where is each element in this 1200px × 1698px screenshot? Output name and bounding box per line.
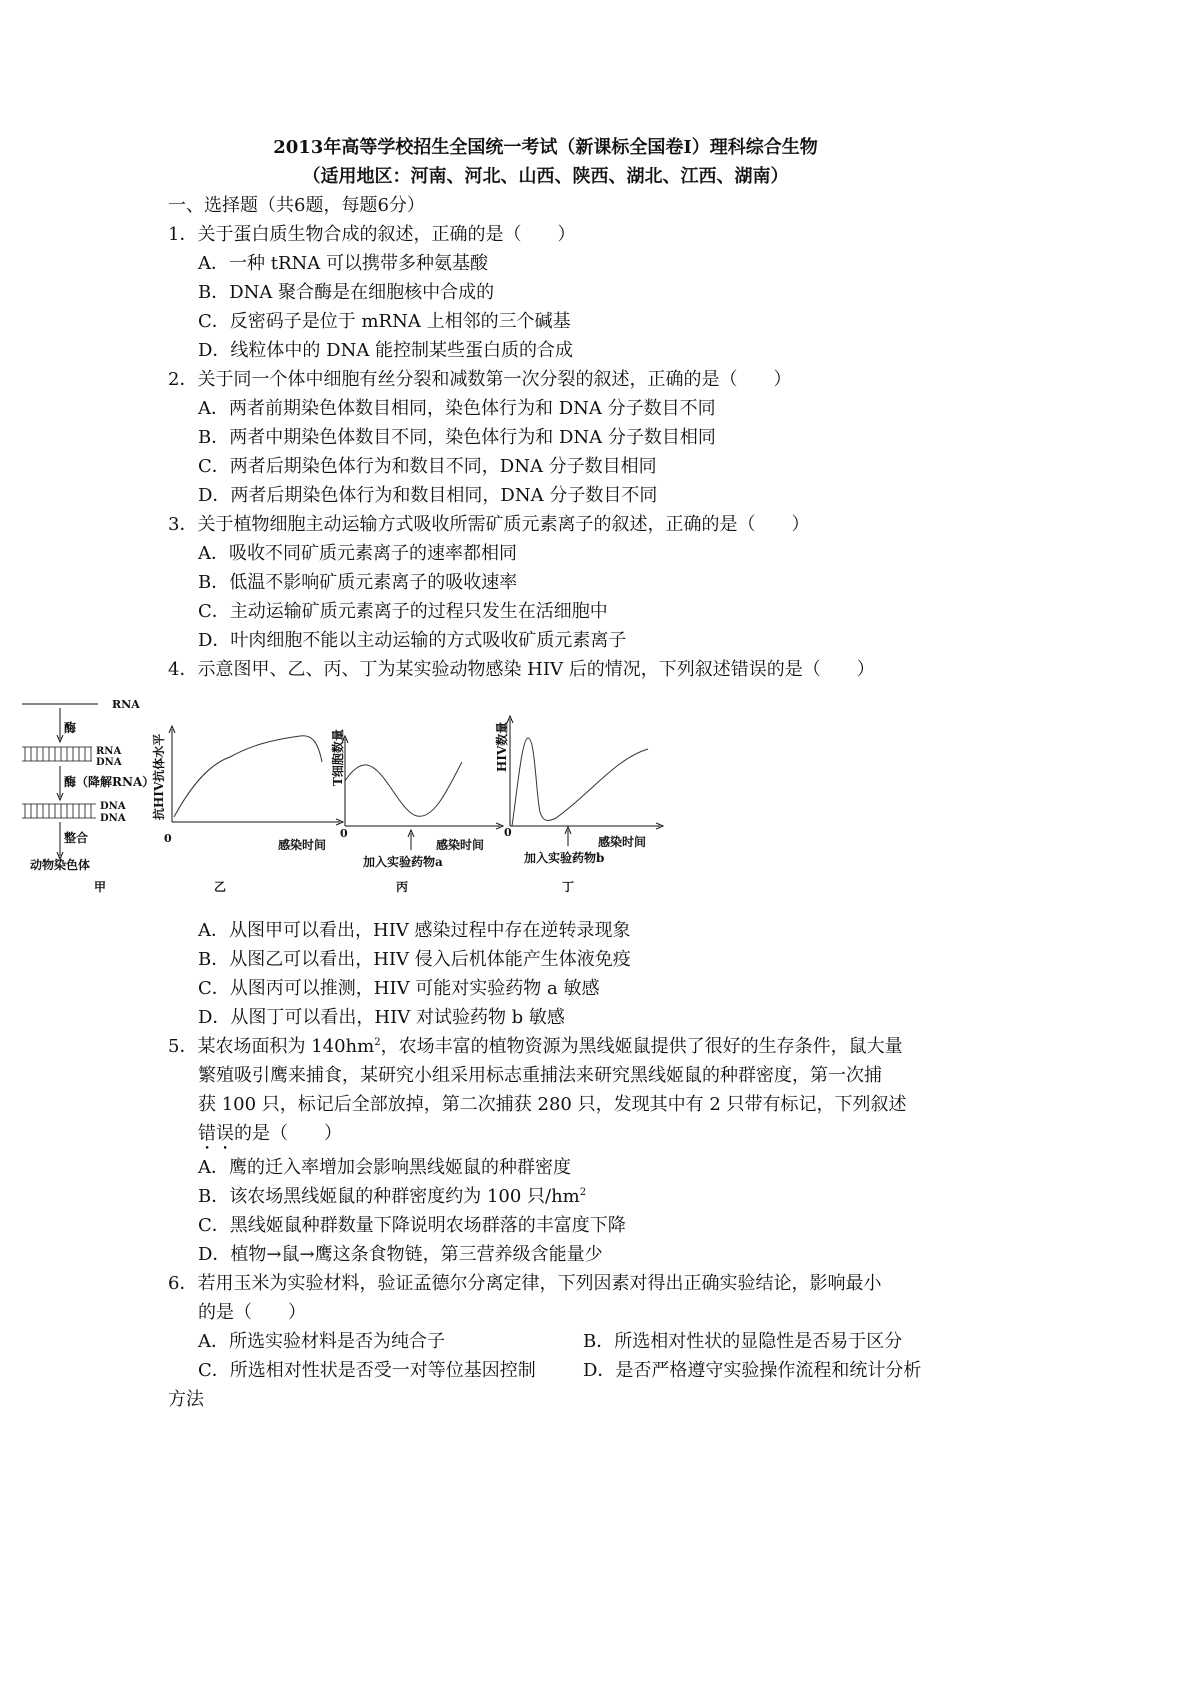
option-d: D．从图丁可以看出，HIV 对试验药物 b 敏感 bbox=[198, 1007, 565, 1028]
y-label: 抗HIV抗体水平 bbox=[152, 733, 166, 820]
option-a: A．吸收不同矿质元素离子的速率都相同 bbox=[198, 543, 517, 564]
origin-label: 0 bbox=[164, 832, 172, 845]
exam-subtitle: （适用地区：河南、河北、山西、陕西、湖北、江西、湖南） bbox=[302, 166, 789, 187]
question-4 bbox=[30, 655, 943, 1032]
question-stem-line: 繁殖吸引鹰来捕食，某研究小组采用标志重捕法来研究黑线姬鼠的种群密度，第一次捕 bbox=[198, 1065, 882, 1086]
drug-a-label: 加入实验药物a bbox=[363, 855, 443, 869]
stem-text: ，农场丰富的植物资源为黑线姬鼠提供了很好的生存条件，鼠大量 bbox=[380, 1036, 903, 1057]
drug-b-label: 加入实验药物b bbox=[524, 851, 605, 865]
option-c: C．两者后期染色体行为和数目不同，DNA 分子数目相同 bbox=[198, 456, 657, 477]
label-chromosome: 动物染色体 bbox=[30, 858, 91, 872]
question-stem-line bbox=[168, 1032, 943, 1061]
option-a: A．从图甲可以看出，HIV 感染过程中存在逆转录现象 bbox=[198, 920, 631, 941]
origin-label: 0 bbox=[504, 826, 512, 839]
option-c: C．反密码子是位于 mRNA 上相邻的三个碱基 bbox=[198, 311, 571, 332]
emphasized-text: 错误 bbox=[198, 1123, 234, 1144]
hybrid-ladder bbox=[22, 747, 92, 761]
option-d: D．是否严格遵守实验操作流程和统计分析 bbox=[583, 1360, 922, 1381]
x-label: 感染时间 bbox=[598, 835, 647, 849]
option-b: B．DNA 聚合酶是在细胞核中合成的 bbox=[198, 282, 495, 303]
label-integrate: 整合 bbox=[64, 831, 89, 845]
option-d: D．线粒体中的 DNA 能控制某些蛋白质的合成 bbox=[198, 340, 574, 361]
y-label: T细胞数量 bbox=[331, 729, 345, 786]
question-stem: 1．关于蛋白质生物合成的叙述，正确的是（ ） bbox=[168, 224, 576, 245]
option-a: A．一种 tRNA 可以携带多种氨基酸 bbox=[198, 253, 488, 274]
option-a: A．鹰的迁入率增加会影响黑线姬鼠的种群密度 bbox=[198, 1157, 571, 1178]
question-stem-line: 获 100 只，标记后全部放掉，第二次捕获 280 只，发现其中有 2 只带有标记，下列叙述 bbox=[198, 1094, 907, 1115]
dna-ladder bbox=[22, 804, 96, 818]
option-d: D．植物→鼠→鹰这条食物链，第三营养级含能量少 bbox=[198, 1244, 603, 1265]
hiv-figure bbox=[30, 684, 943, 916]
section-heading: 一、选择题（共6题，每题6分） bbox=[168, 195, 425, 216]
option-b bbox=[168, 1182, 943, 1211]
option-c: C．所选相对性状是否受一对等位基因控制 bbox=[198, 1360, 536, 1381]
stem-text: 的是（ ） bbox=[234, 1123, 342, 1144]
options-row-cd bbox=[168, 1356, 943, 1385]
question-stem-line: 的是（ ） bbox=[198, 1302, 306, 1323]
panel-ding bbox=[494, 719, 660, 894]
label-enzyme-degrade-rna: 酶（降解RNA） bbox=[64, 775, 155, 789]
stem-text: 5．某农场面积为 140hm bbox=[168, 1036, 375, 1057]
option-d: D．两者后期染色体行为和数目相同，DNA 分子数目不同 bbox=[198, 485, 658, 506]
origin-label: 0 bbox=[340, 827, 348, 840]
label-enzyme: 酶 bbox=[64, 721, 77, 735]
question-3 bbox=[168, 510, 943, 655]
hiv-curve bbox=[512, 738, 648, 826]
panel-yi bbox=[151, 729, 340, 894]
label-hybrid-dna: DNA bbox=[96, 757, 122, 768]
caption-bing: 丙 bbox=[396, 880, 409, 894]
antibody-curve bbox=[174, 736, 322, 817]
option-a: A．两者前期染色体数目相同，染色体行为和 DNA 分子数目不同 bbox=[198, 398, 716, 419]
label-dna-2: DNA bbox=[100, 813, 126, 824]
label-hybrid-rna: RNA bbox=[96, 746, 122, 757]
question-stem: 4．示意图甲、乙、丙、丁为某实验动物感染 HIV 后的情况，下列叙述错误的是（ ） bbox=[168, 659, 875, 680]
option-d: D．叶肉细胞不能以主动运输的方式吸收矿质元素离子 bbox=[198, 630, 627, 651]
caption-yi: 乙 bbox=[214, 880, 227, 894]
label-rna: RNA bbox=[112, 698, 140, 711]
label-dna-1: DNA bbox=[100, 801, 126, 812]
option-b: B．所选相对性状的显隐性是否易于区分 bbox=[583, 1331, 903, 1352]
option-c: C．从图丙可以推测，HIV 可能对实验药物 a 敏感 bbox=[198, 978, 600, 999]
t-cell-curve bbox=[345, 762, 462, 816]
question-stem-line bbox=[168, 1119, 943, 1148]
option-a: A．所选实验材料是否为纯合子 bbox=[198, 1331, 445, 1352]
panel-jia bbox=[22, 698, 154, 894]
question-5 bbox=[168, 1032, 943, 1269]
option-b: B．从图乙可以看出，HIV 侵入后机体能产生体液免疫 bbox=[198, 949, 631, 970]
option-c: C．黑线姬鼠种群数量下降说明农场群落的丰富度下降 bbox=[198, 1215, 626, 1236]
y-label: HIV数量 bbox=[495, 721, 509, 772]
question-2 bbox=[168, 365, 943, 510]
x-label: 感染时间 bbox=[436, 838, 485, 852]
exam-page bbox=[30, 133, 943, 1414]
question-stem: 3．关于植物细胞主动运输方式吸收所需矿质元素离子的叙述，正确的是（ ） bbox=[168, 514, 810, 535]
question-1 bbox=[168, 220, 943, 365]
hiv-figure-svg bbox=[0, 684, 700, 916]
question-stem: 2．关于同一个体中细胞有丝分裂和减数第一次分裂的叙述，正确的是（ ） bbox=[168, 369, 792, 390]
panel-bing bbox=[330, 729, 500, 894]
option-b: B．低温不影响矿质元素离子的吸收速率 bbox=[198, 572, 518, 593]
options-row-ab bbox=[168, 1327, 943, 1356]
superscript: 2 bbox=[374, 1037, 381, 1048]
caption-jia: 甲 bbox=[94, 880, 107, 894]
option-d-continued: 方法 bbox=[168, 1389, 204, 1410]
x-label: 感染时间 bbox=[278, 838, 327, 852]
option-text: B．该农场黑线姬鼠的种群密度约为 100 只/hm bbox=[198, 1186, 580, 1207]
exam-title: 2013年高等学校招生全国统一考试（新课标全国卷Ⅰ）理科综合生物 bbox=[273, 137, 818, 158]
caption-ding: 丁 bbox=[562, 880, 575, 894]
option-c: C．主动运输矿质元素离子的过程只发生在活细胞中 bbox=[198, 601, 608, 622]
option-b: B．两者中期染色体数目不同，染色体行为和 DNA 分子数目相同 bbox=[198, 427, 716, 448]
question-stem-line: 6．若用玉米为实验材料，验证孟德尔分离定律，下列因素对得出正确实验结论，影响最小 bbox=[168, 1273, 882, 1294]
superscript: 2 bbox=[579, 1187, 587, 1198]
question-6 bbox=[168, 1269, 943, 1414]
